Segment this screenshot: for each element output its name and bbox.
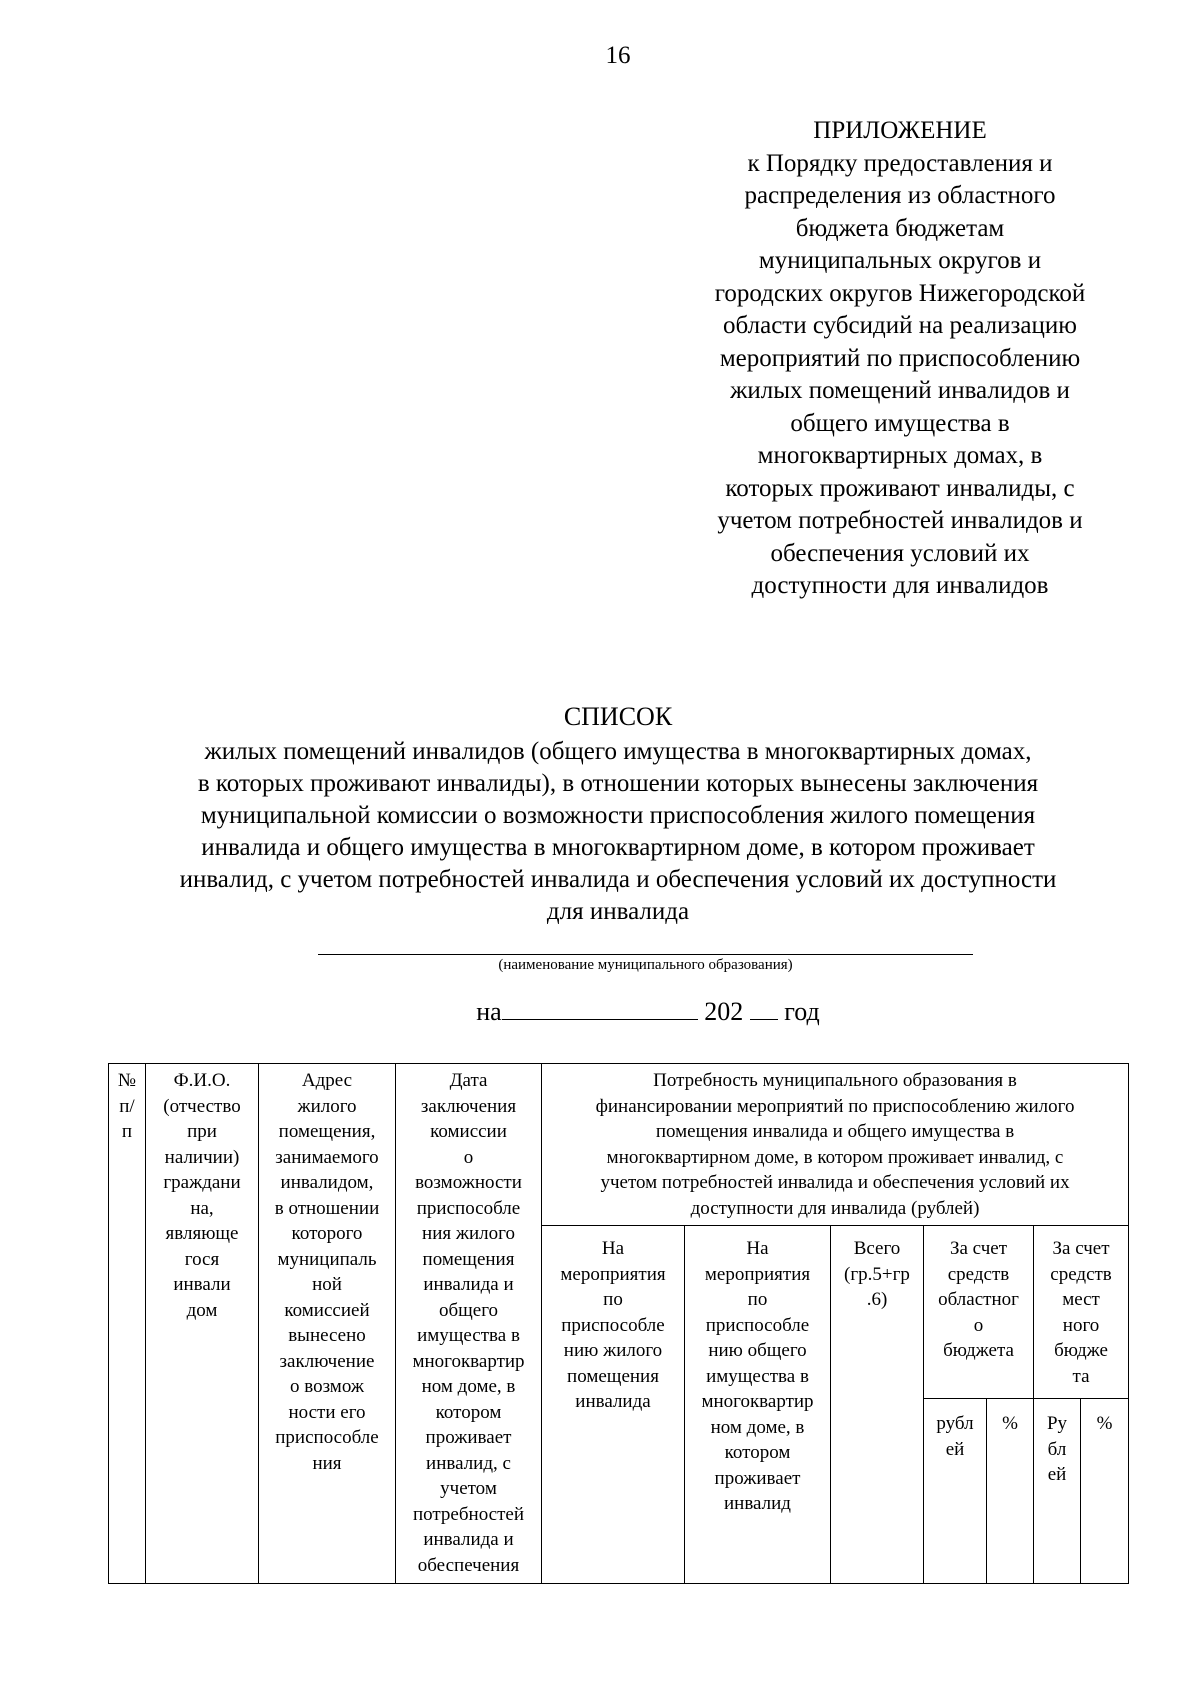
appendix-line: обеспечения условий их	[770, 539, 1030, 567]
header-local-rubles: Ру бл ей	[1034, 1399, 1081, 1584]
appendix-line: городских округов Нижегородской	[714, 279, 1086, 307]
header-regional-rubles: рубл ей	[924, 1399, 987, 1584]
date-line	[0, 997, 1200, 1027]
appendix-line: жилых помещений инвалидов и	[730, 377, 1070, 404]
municipality-caption: (наименование муниципального образования)	[498, 957, 793, 973]
list-description-line: муниципальной комиссии о возможности приспособления жилого помещения	[200, 802, 1036, 829]
header-num: № п/ п	[109, 1064, 146, 1584]
appendix-line: бюджета бюджетам	[795, 214, 1005, 242]
appendix-line: учетом потребностей инвалидов и	[717, 507, 1083, 534]
appendix-title: ПРИЛОЖЕНИЕ	[813, 117, 987, 144]
list-description-line: для инвалида	[546, 898, 690, 925]
period-blank	[502, 997, 698, 1020]
appendix-line: распределения из областного	[744, 182, 1056, 209]
appendix-line: которых проживают инвалиды, с	[725, 474, 1075, 502]
appendix-line: области субсидий на реализацию	[723, 312, 1077, 339]
page-number: 16	[605, 42, 631, 69]
header-local-percent: %	[1081, 1399, 1129, 1584]
list-description-line: в которых проживают инвалиды), в отношении которых вынесены заключения	[197, 770, 1039, 797]
appendix-line: доступности для инвалидов	[751, 572, 1049, 599]
year-prefix: 202	[704, 997, 744, 1026]
list-title: СПИСОК	[563, 702, 673, 731]
header-total: Всего (гр.5+гр .6)	[831, 1226, 924, 1584]
list-description-line: инвалид, с учетом потребностей инвалида и обеспечения условий их доступности	[179, 866, 1057, 893]
list-description-line: инвалида и общего имущества в многоквартирном доме, в котором проживает	[201, 834, 1035, 861]
table-header-row	[109, 1064, 1129, 1226]
header-common-property-measures: На мероприятия по приспособле нию общего имущества в многоквартир ном доме, в котором проживает инвалид	[685, 1226, 831, 1584]
header-regional-percent: %	[987, 1399, 1034, 1584]
year-blank	[750, 997, 778, 1020]
date-prefix: на	[476, 997, 502, 1026]
header-need: Потребность муниципального образования в финансировании мероприятий по приспособлению жилого помещения инвалида и общего имущества в многоквартирном доме, в котором проживает инвалид, с учетом потребностей инвалида и обеспечения условий их доступности для инвалида (рублей)	[542, 1064, 1129, 1226]
header-commission-date: Дата заключения комиссии о возможности приспособле ния жилого помещения инвалида и общего имущества в многоквартир ном доме, в котором проживает инвалид, с учетом потребностей инвалида и обеспечения	[396, 1064, 542, 1584]
list-description	[100, 736, 1136, 928]
appendix-line: мероприятий по приспособлению	[719, 344, 1081, 372]
header-fio: Ф.И.О. (отчество при наличии) граждани на, являюще гося инвали дом	[146, 1064, 259, 1584]
needs-table	[108, 1063, 1129, 1584]
header-dwelling-measures: На мероприятия по приспособле нию жилого помещения инвалида	[542, 1226, 685, 1584]
municipality-blank-line	[318, 954, 973, 955]
header-address: Адрес жилого помещения, занимаемого инвалидом, в отношении которого муниципаль ной комиссией вынесено заключение о возмож ности его приспособле ния	[259, 1064, 396, 1584]
date-suffix: год	[784, 997, 820, 1026]
list-description-line: жилых помещений инвалидов (общего имущества в многоквартирных домах,	[204, 738, 1032, 765]
header-regional-budget: За счет средств областног о бюджета	[924, 1226, 1034, 1399]
appendix-block	[680, 115, 1120, 603]
appendix-line: многоквартирных домах, в	[757, 442, 1043, 469]
appendix-line: муниципальных округов и	[758, 247, 1042, 274]
header-local-budget: За счет средств мест ного бюдже та	[1034, 1226, 1129, 1399]
appendix-line: к Порядку предоставления и	[747, 149, 1053, 177]
appendix-line: общего имущества в	[790, 409, 1010, 437]
